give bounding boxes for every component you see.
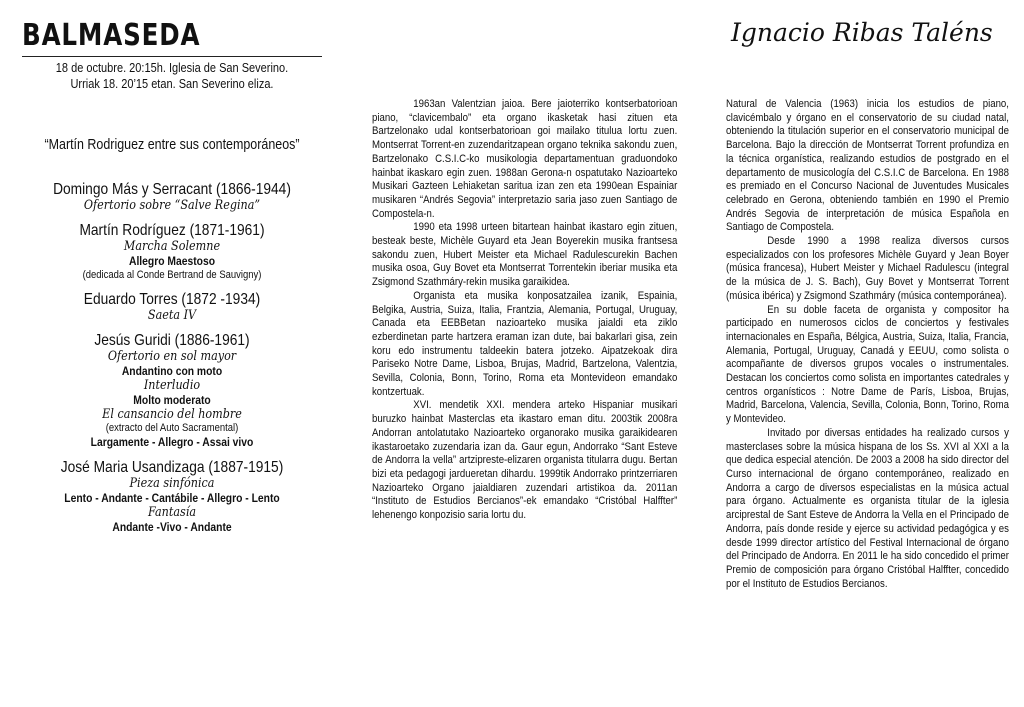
composer-name: Jesús Guridi (1886-1961) [94, 332, 250, 349]
tempo-marking: Andante -Vivo - Andante [112, 520, 232, 534]
composer-name: José Maria Usandizaga (1887-1915) [60, 459, 284, 476]
venue-title: BALMASEDA [22, 18, 201, 53]
work-title: Pieza sinfónica [129, 476, 215, 491]
tempo-marking: Largamente - Allegro - Assai vivo [90, 435, 254, 449]
work-title: Saeta IV [147, 308, 197, 323]
work-title: Interludio [143, 378, 201, 393]
work-title: Ofertorio en sol mayor [107, 349, 237, 364]
tempo-marking: Andantino con moto [121, 364, 223, 378]
date-es: 18 de octubre. 20:15h. Iglesia de San Severino. [55, 61, 289, 75]
work-note: (extracto del Auto Sacramental) [105, 422, 239, 434]
performer-signature: Ignacio Ribas Taléns [731, 18, 993, 47]
program-piece [43, 459, 301, 535]
program-piece [43, 222, 301, 282]
composer-name: Domingo Más y Serracant (1866-1944) [53, 181, 291, 198]
bio-es-paragraph: Natural de Valencia (1963) inicia los estudios de piano, clavicémbalo y órgano en el conservatorio de su ciudad natal, obteniendo la titulación superior en el conservatorio municipal de Barcelona. Bajo la dirección de Montserrat Torrent profundiza en la técnica organística, realizando estudios de postgrado en el departamento de musicología del C.S.I.C de Barcelona. En 1988 es premiado en el Concurso Nacional de Juventudes Musicales celebrado en Gerona, obteniendo también en 1990 el Premio Andrés Segovia de interpretación de música Española en Santiago de Compostela. [726, 98, 1009, 234]
bio-eu-paragraph: 1963an Valentzian jaioa. Bere jaioterriko kontserbatorioan piano, “clavicembalo” eta organo ikasketak hasi zituen eta Bartzelonako udal kontserbatorioan goi mailako titulua lortu zuen. Montserrat Torrent-en zuzendaritzapean organo teknika sakondu zuen, Bartzelonako C.S.I.C-ko musikologia departamentuan graduondoko hainbat ikaskaro egin zuen. 1988an Gerona-n ospatutako Nazioarteko Musikari Gazteen Lehiaketan saritua izan zen eta 1990ean Espainiar musikaren “Andrés Segovia” interpretazio saria jaso zuen Santiago de Compostela-n. [372, 98, 678, 220]
biography-basque [372, 98, 677, 523]
tempo-marking: Allegro Maestoso [128, 254, 216, 268]
bio-eu-paragraph: XVI. mendetik XXI. mendera arteko Hispaniar musikari buruzko hainbat Masterclas eta ikastaro eman ditu. 2003tik 2008ra Andorran antolatutako Nazioarteko organorako musika garaikidearen ikastaroetako zuzendaria izan da. Gaur egun, Andorrako “Sant Esteve de Andorra la vella” artzipreste-elizaren organista titularra dugu. Bertan bizi eta pedagogi jardueretan dihardu. 1999tik Andorrako printzerriaren Nazioarteko Organo jaialdiaren zuzendari artistikoa da. 2011an “Instituto de Estudios Bercianos”-ek emandako “Cristóbal Halffter” lehenengo konpozisio saria lortu du. [372, 399, 678, 522]
tempo-marking: Lento - Andante - Cantábile - Allegro - Lento [64, 491, 280, 505]
work-note: (dedicada al Conde Bertrand de Sauvigny) [82, 269, 262, 281]
program-piece [43, 291, 301, 323]
work-title: Marcha Solemne [123, 239, 221, 254]
date-info [40, 60, 304, 92]
program-list [43, 181, 301, 535]
concert-title: “Martín Rodriguez entre sus contemporáneos” [44, 137, 300, 153]
biography-spanish [726, 98, 1009, 591]
program-piece [43, 181, 301, 213]
bio-eu-paragraph: 1990 eta 1998 urteen bitartean hainbat ikastaro egin zituen, besteak beste, Michèle Guyard eta Jean Boyerekin musika frantsesa sakondu zuen, Hubert Meister eta Michael Radulescurekin Bachen musika osoa, Guy Bovet eta Montserrat Torrentekin iberiar musika eta Zsigmond Szathmáry-rekin musika garaikidea. [372, 221, 678, 289]
tempo-marking: Molto moderato [133, 393, 211, 407]
composer-name: Eduardo Torres (1872 -1934) [83, 291, 261, 308]
program-piece [43, 332, 301, 450]
work-title: Fantasía [147, 505, 196, 520]
bio-es-paragraph: En su doble faceta de organista y compositor ha participado en numerosos ciclos de conciertos y festivales internacionales en España, Bélgica, Austria, Suiza, Italia, Francia, Alemania, Portugal, Uruguay, Canadá y EEUU, como solista o acompañante de diversos grupos vocales o instrumentales. Destacan los conciertos como solista en importantes catedrales y centros organísticos : Notre Dame de París, Lisboa, Brujas, Madrid, Barcelona, Valencia, Sevilla, Colonia, Bonn, Torino, Roma y Montevideo. [726, 303, 1009, 426]
date-eu: Urriak 18. 20’15 etan. San Severino eliza. [70, 77, 274, 91]
work-title: Ofertorio sobre “Salve Regina” [83, 198, 261, 213]
composer-name: Martín Rodríguez (1871-1961) [79, 222, 265, 239]
bio-es-paragraph: Invitado por diversas entidades ha realizado cursos y masterclases sobre la música hispana de los Ss. XVI al XXI a la que dedica especial atención. De 2003 a 2008 ha sido director del Curso internacional de órgano contemporáneo, realizado en Andorra a cargo de diversos especialistas en la música actual para órgano. Actualmente es organista titular de la iglesia arciprestal de Sant Esteve de Andorra la Vella en el Principado de Andorra, país donde reside y ejerce su actividad pedagógica y es desde 1999 director artístico del Festival Internacional de órgano del Principado de Andorra. En 2011 le ha sido concedido el primer Premio de composición para órgano Cristóbal Halffter, concedido por el Instituto de Estudios Bercianos. [726, 426, 1009, 590]
work-title: El cansancio del hombre [102, 407, 242, 422]
bio-eu-paragraph: Organista eta musika konposatzailea izanik, Espainia, Belgika, Austria, Suiza, Italia, Frantzia, Alemania, Portugal, Uruguay, Canada eta EEBBetan nazioarteko musika jaialdi eta ziklo ezberdinetan parte hartzera eraman izan dute, bai bakarlari gisa, zein koru edo instrumentu taldeekin batera jotzeko. Aipatzekoak dira Pariseko Notre Dame, Lisboa, Brujas, Madrid, Bartzelona, Valentzia, Sevilla, Colonia, Bonn, Torino, Roma eta Montevideon emandako kontzertuak. [372, 289, 678, 398]
header-rule [22, 56, 322, 57]
program-column [22, 18, 322, 544]
bio-es-paragraph: Desde 1990 a 1998 realiza diversos cursos especializados con los profesores Michèle Guyard y Jean Boyer (música francesa), Hubert Meister y Michael Radulescu (integral de la música de J. S. Bach), Guy Bovet y Montserrat Torrent (música ibérica) y Zsigmond Szathmáry (música contemporánea). [726, 235, 1009, 302]
